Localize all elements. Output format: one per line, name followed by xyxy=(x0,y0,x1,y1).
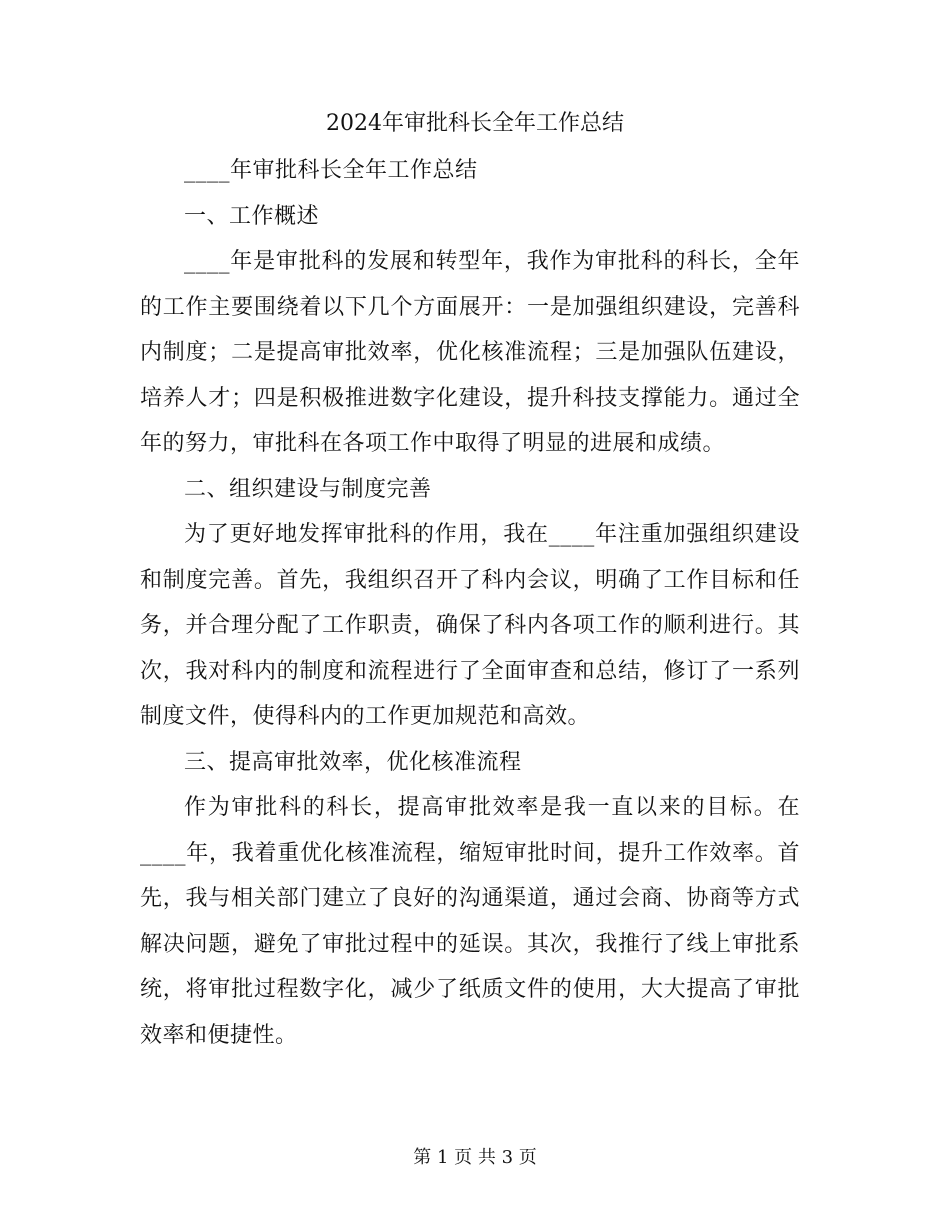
section-heading-efficiency: 三、提高审批效率，优化核准流程 xyxy=(184,749,522,775)
section-heading-overview: 一、工作概述 xyxy=(184,203,320,229)
body-paragraph-overview: ____年是审批科的发展和转型年，我作为审批科的科长，全年的工作主要围绕着以下几个方面展开：一是加强组织建设，完善科内制度；二是提高审批效率，优化核准流程；三是加强队伍建设，培养人才；四是积极推进数字化建设，提升科技支撑能力。通过全年的努力，审批科在各项工作中取得了明显的进展和成绩。 xyxy=(140,249,800,456)
subtitle-paragraph: ____年审批科长全年工作总结 xyxy=(184,158,478,183)
body-paragraph-efficiency: 作为审批科的科长，提高审批效率是我一直以来的目标。在____年，我着重优化核准流程，缩短审批时间，提升工作效率。首先，我与相关部门建立了良好的沟通渠道，通过会商、协商等方式解决问题，避免了审批过程中的延误。其次，我推行了线上审批系统，将审批过程数字化，减少了纸质文件的使用，大大提高了审批效率和便捷性。 xyxy=(140,795,800,1048)
body-paragraph-organization: 为了更好地发挥审批科的作用，我在____年注重加强组织建设和制度完善。首先，我组织召开了科内会议，明确了工作目标和任务，并合理分配了工作职责，确保了科内各项工作的顺利进行。其次，我对科内的制度和流程进行了全面审查和总结，修订了一系列制度文件，使得科内的工作更加规范和高效。 xyxy=(140,522,800,729)
section-heading-organization: 二、组织建设与制度完善 xyxy=(184,476,432,502)
document-body xyxy=(140,148,800,1058)
document-title: 2024年审批科长全年工作总结 xyxy=(326,111,624,136)
page-number-footer: 第 1 页 共 3 页 xyxy=(413,1147,537,1168)
